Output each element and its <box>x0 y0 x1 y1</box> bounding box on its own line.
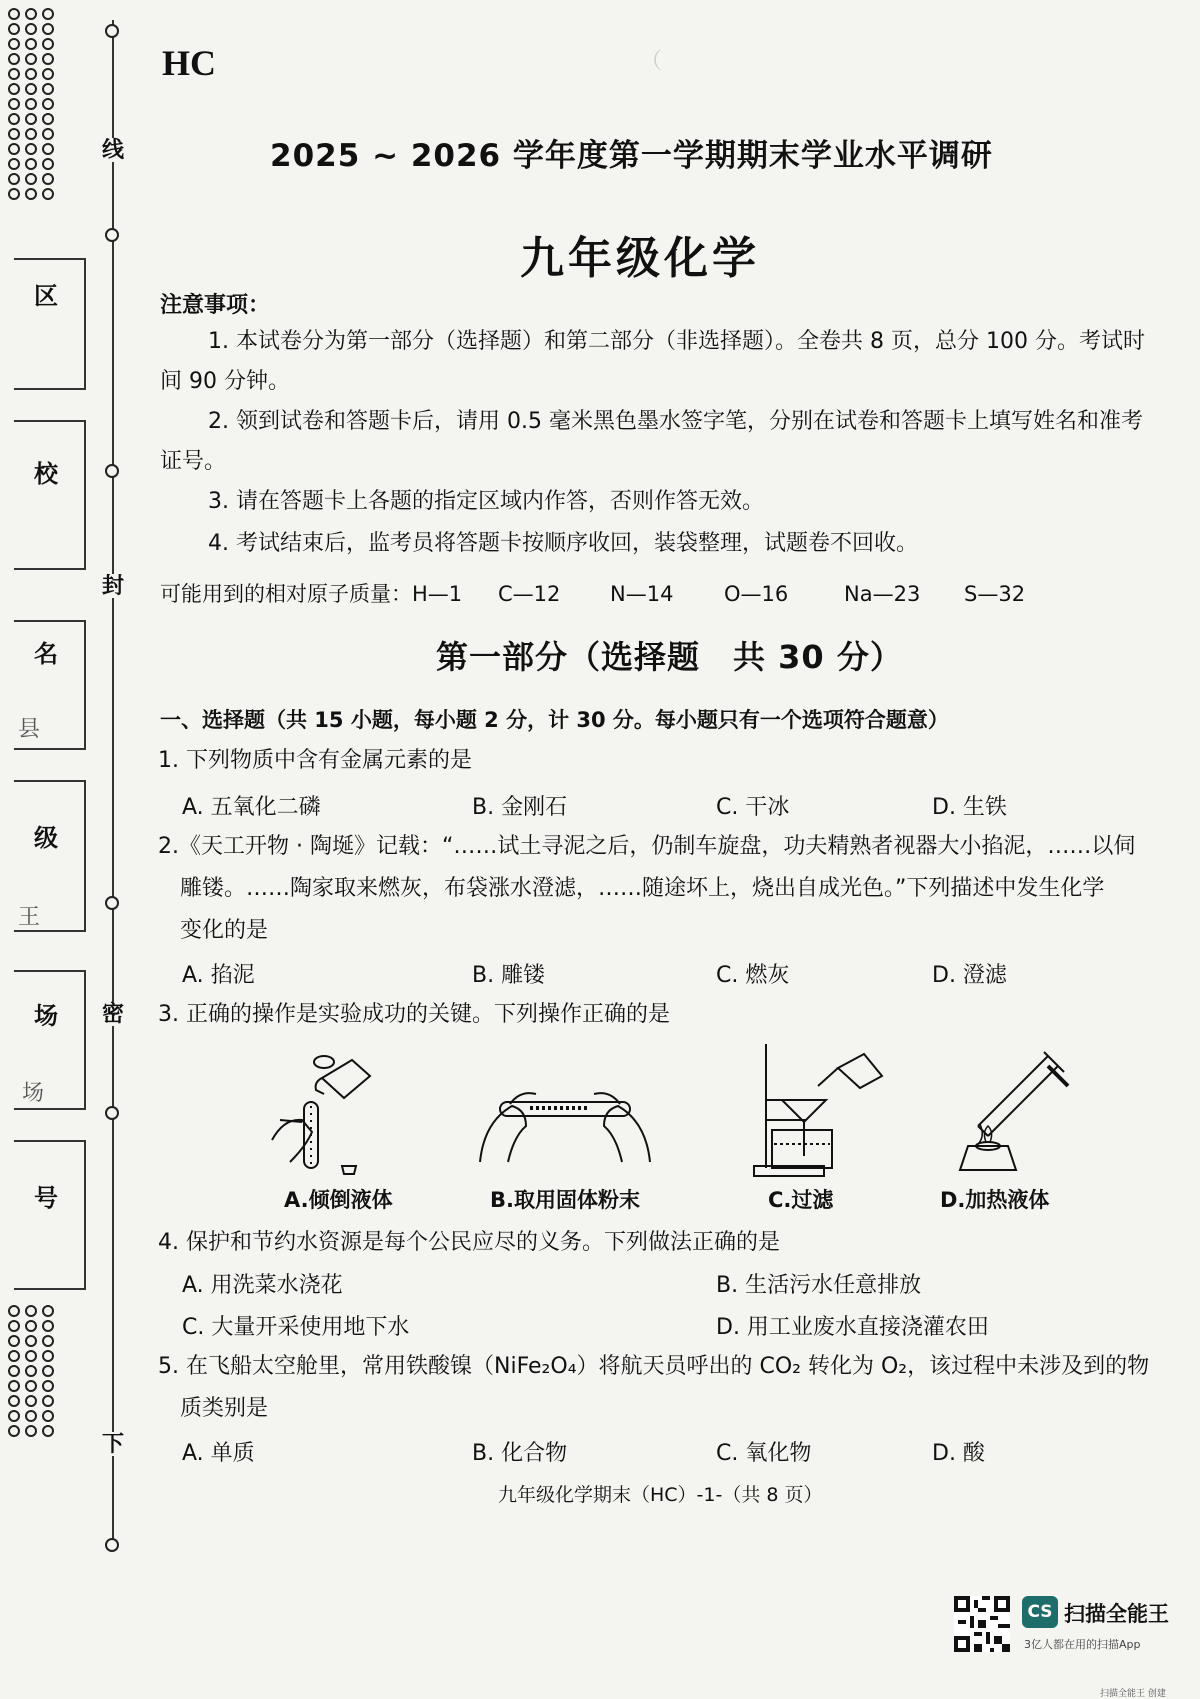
binding-circle <box>105 1106 119 1120</box>
field-label-partial: 场 <box>22 1081 45 1106</box>
binding-hole <box>8 1380 20 1392</box>
binding-word-xia: 下 <box>102 1431 125 1457</box>
binding-hole <box>42 188 54 200</box>
binding-hole <box>25 143 37 155</box>
binding-hole <box>42 1350 54 1362</box>
binding-hole <box>42 98 54 110</box>
qr-code-icon <box>954 1596 1010 1652</box>
option-c: C. 大量开采使用地下水 <box>182 1315 410 1340</box>
option-b: B. 金刚石 <box>472 795 568 820</box>
binding-holes-top <box>8 8 60 200</box>
option-b: B. 生活污水任意排放 <box>716 1273 922 1298</box>
binding-hole <box>25 1350 37 1362</box>
binding-hole <box>42 1320 54 1332</box>
field-label-school: 校 <box>34 460 58 488</box>
option-a: A. 掐泥 <box>182 963 255 988</box>
atomic-mass-value: O—16 <box>724 582 789 606</box>
binding-hole <box>25 1395 37 1407</box>
camscanner-tagline: 3亿人都在用的扫描App <box>1024 1638 1141 1651</box>
page-footer: 九年级化学期末（HC）-1-（共 8 页） <box>498 1484 823 1506</box>
binding-hole <box>8 143 20 155</box>
binding-hole <box>25 1410 37 1422</box>
binding-hole <box>42 158 54 170</box>
notice-item: 2. 领到试卷和答题卡后，请用 0.5 毫米黑色墨水签字笔，分别在试卷和答题卡上填写姓名和准考证号。 <box>160 409 1143 474</box>
stem-line: 雕镂。……陶家取来燃灰，布袋涨水澄滤，……随途坏上，烧出自成光色。”下列描述中发生化学 <box>180 876 1105 901</box>
stem-line: 2.《天工开物 · 陶埏》记载：“……试土寻泥之后，仍制车旋盘，功夫精熟者视器大小掐泥，……以伺 <box>158 834 1136 859</box>
binding-hole <box>25 128 37 140</box>
question-stem: 3. 正确的操作是实验成功的关键。下列操作正确的是 <box>158 1002 670 1027</box>
binding-circle <box>105 464 119 478</box>
notice-item: 1. 本试卷分为第一部分（选择题）和第二部分（非选择题）。全卷共 8 页，总分 100 分。考试时间 90 分钟。 <box>160 329 1145 394</box>
option-c: C. 干冰 <box>716 795 790 820</box>
atomic-mass-line <box>160 578 1025 608</box>
binding-word-mi: 密 <box>102 1001 125 1027</box>
heating-liquid-figure <box>948 1046 1078 1180</box>
binding-hole <box>25 38 37 50</box>
binding-hole <box>25 113 37 125</box>
stem-line <box>158 1346 1168 1388</box>
option-b: B. 雕镂 <box>472 963 546 988</box>
binding-hole <box>25 53 37 65</box>
notice-item: 3. 请在答题卡上各题的指定区域内作答，否则作答无效。 <box>208 489 764 514</box>
binding-hole <box>25 1425 37 1437</box>
part1-instruction: 一、选择题（共 15 小题，每小题 2 分，计 30 分。每小题只有一个选项符合题意） <box>160 708 949 732</box>
binding-hole <box>25 1335 37 1347</box>
atomic-mass-label: 可能用到的相对原子质量： <box>160 582 412 606</box>
option-c: C. 燃灰 <box>716 963 790 988</box>
binding-hole <box>8 68 20 80</box>
exam-subject: 九年级化学 <box>520 233 760 284</box>
pouring-liquid-figure <box>262 1050 392 1180</box>
binding-hole <box>8 1425 20 1437</box>
binding-hole <box>42 1335 54 1347</box>
binding-hole <box>8 173 20 185</box>
option-a: A. 用洗菜水浇花 <box>182 1273 343 1298</box>
field-label-class: 级 <box>34 824 58 852</box>
binding-hole <box>8 53 20 65</box>
atomic-mass-value: H—1 <box>412 582 463 606</box>
binding-hole <box>8 158 20 170</box>
filtration-figure <box>752 1040 902 1180</box>
stem-line: 变化的是 <box>180 918 269 943</box>
question-stem <box>158 826 1168 952</box>
field-label-partial: 县 <box>18 717 41 742</box>
binding-circle <box>105 1538 119 1552</box>
question-stem <box>158 1346 1168 1430</box>
binding-hole <box>8 1350 20 1362</box>
binding-hole <box>25 188 37 200</box>
binding-hole <box>25 1365 37 1377</box>
binding-hole <box>42 128 54 140</box>
binding-hole <box>42 1365 54 1377</box>
field-label-partial: 王 <box>18 905 41 930</box>
field-box-school <box>14 420 86 570</box>
figure-caption-c: C.过滤 <box>768 1188 834 1212</box>
notice-heading: 注意事项： <box>160 293 271 318</box>
stem-text: 5. 在飞船太空舱里，常用铁酸镍（ <box>158 1354 494 1379</box>
binding-circle <box>105 228 119 242</box>
binding-word-xian: 线 <box>102 137 125 163</box>
binding-hole <box>42 8 54 20</box>
field-label-district: 区 <box>34 282 58 310</box>
binding-hole <box>25 173 37 185</box>
binding-hole <box>8 113 20 125</box>
stem-line: 质类别是 <box>180 1396 269 1421</box>
binding-hole <box>25 98 37 110</box>
chemical-formula: NiFe₂O₄ <box>494 1354 577 1379</box>
question-stem: 1. 下列物质中含有金属元素的是 <box>158 748 472 773</box>
binding-circle <box>105 24 119 38</box>
notice-item: 4. 考试结束后，监考员将答题卡按顺序收回，装袋整理，试题卷不回收。 <box>208 531 918 556</box>
exam-title: 2025 ~ 2026 学年度第一学期期末学业水平调研 <box>270 138 993 174</box>
binding-hole <box>25 83 37 95</box>
binding-hole <box>42 38 54 50</box>
binding-hole <box>42 1305 54 1317</box>
binding-hole <box>8 38 20 50</box>
binding-hole <box>8 128 20 140</box>
option-d: D. 澄滤 <box>932 963 1007 988</box>
binding-hole <box>42 1425 54 1437</box>
binding-hole <box>42 23 54 35</box>
field-label-name: 名 <box>34 640 58 668</box>
field-box-seat-number <box>14 1140 86 1290</box>
option-c: C. 氧化物 <box>716 1441 812 1466</box>
binding-hole <box>8 1335 20 1347</box>
stem-text: ）将航天员呼出的 CO₂ 转化为 O₂，该过程中未涉及到的物 <box>576 1354 1150 1379</box>
binding-hole <box>8 83 20 95</box>
binding-hole <box>25 158 37 170</box>
exam-code: HC <box>162 43 216 83</box>
binding-hole <box>42 1410 54 1422</box>
camscanner-created-by: 扫描全能王 创建 <box>1100 1689 1166 1699</box>
binding-hole <box>42 143 54 155</box>
atomic-mass-value: S—32 <box>964 582 1026 606</box>
figure-caption-b: B.取用固体粉末 <box>490 1188 640 1212</box>
binding-hole <box>42 1395 54 1407</box>
binding-hole <box>8 1305 20 1317</box>
option-d: D. 生铁 <box>932 795 1007 820</box>
binding-hole <box>42 53 54 65</box>
binding-line <box>112 20 114 1550</box>
binding-holes-bottom <box>8 1305 60 1437</box>
binding-hole <box>25 68 37 80</box>
binding-hole <box>8 98 20 110</box>
taking-powder-figure <box>470 1062 660 1172</box>
binding-hole <box>42 173 54 185</box>
field-label-seat-number: 号 <box>34 1184 58 1212</box>
field-label-exam-room: 场 <box>34 1002 58 1030</box>
option-a: A. 五氧化二磷 <box>182 795 321 820</box>
camscanner-name: 扫描全能王 <box>1064 1602 1169 1626</box>
binding-hole <box>42 83 54 95</box>
binding-hole <box>8 1395 20 1407</box>
binding-word-feng: 封 <box>102 573 125 599</box>
option-a: A. 单质 <box>182 1441 255 1466</box>
binding-hole <box>42 113 54 125</box>
binding-hole <box>8 188 20 200</box>
binding-hole <box>42 68 54 80</box>
atomic-mass-value: Na—23 <box>844 582 921 606</box>
atomic-mass-value: N—14 <box>610 582 674 606</box>
camscanner-logo-icon: CS <box>1022 1596 1058 1628</box>
binding-hole <box>25 8 37 20</box>
binding-hole <box>8 1320 20 1332</box>
binding-hole <box>25 23 37 35</box>
figure-caption-a: A.倾倒液体 <box>284 1188 393 1212</box>
option-b: B. 化合物 <box>472 1441 568 1466</box>
binding-hole <box>42 1380 54 1392</box>
binding-hole <box>8 1410 20 1422</box>
part1-title: 第一部分（选择题 共 30 分） <box>436 638 903 676</box>
binding-hole <box>25 1380 37 1392</box>
binding-circle <box>105 896 119 910</box>
binding-hole <box>25 1320 37 1332</box>
binding-hole <box>8 23 20 35</box>
binding-hole <box>8 1365 20 1377</box>
question-stem: 4. 保护和节约水资源是每个公民应尽的义务。下列做法正确的是 <box>158 1230 780 1255</box>
binding-hole <box>8 8 20 20</box>
option-d: D. 用工业废水直接浇灌农田 <box>716 1315 989 1340</box>
binding-hole <box>25 1305 37 1317</box>
atomic-mass-value: C—12 <box>498 582 561 606</box>
figure-caption-d: D.加热液体 <box>940 1188 1050 1212</box>
option-d: D. 酸 <box>932 1441 985 1466</box>
bleed-through-text: （ <box>640 49 663 74</box>
